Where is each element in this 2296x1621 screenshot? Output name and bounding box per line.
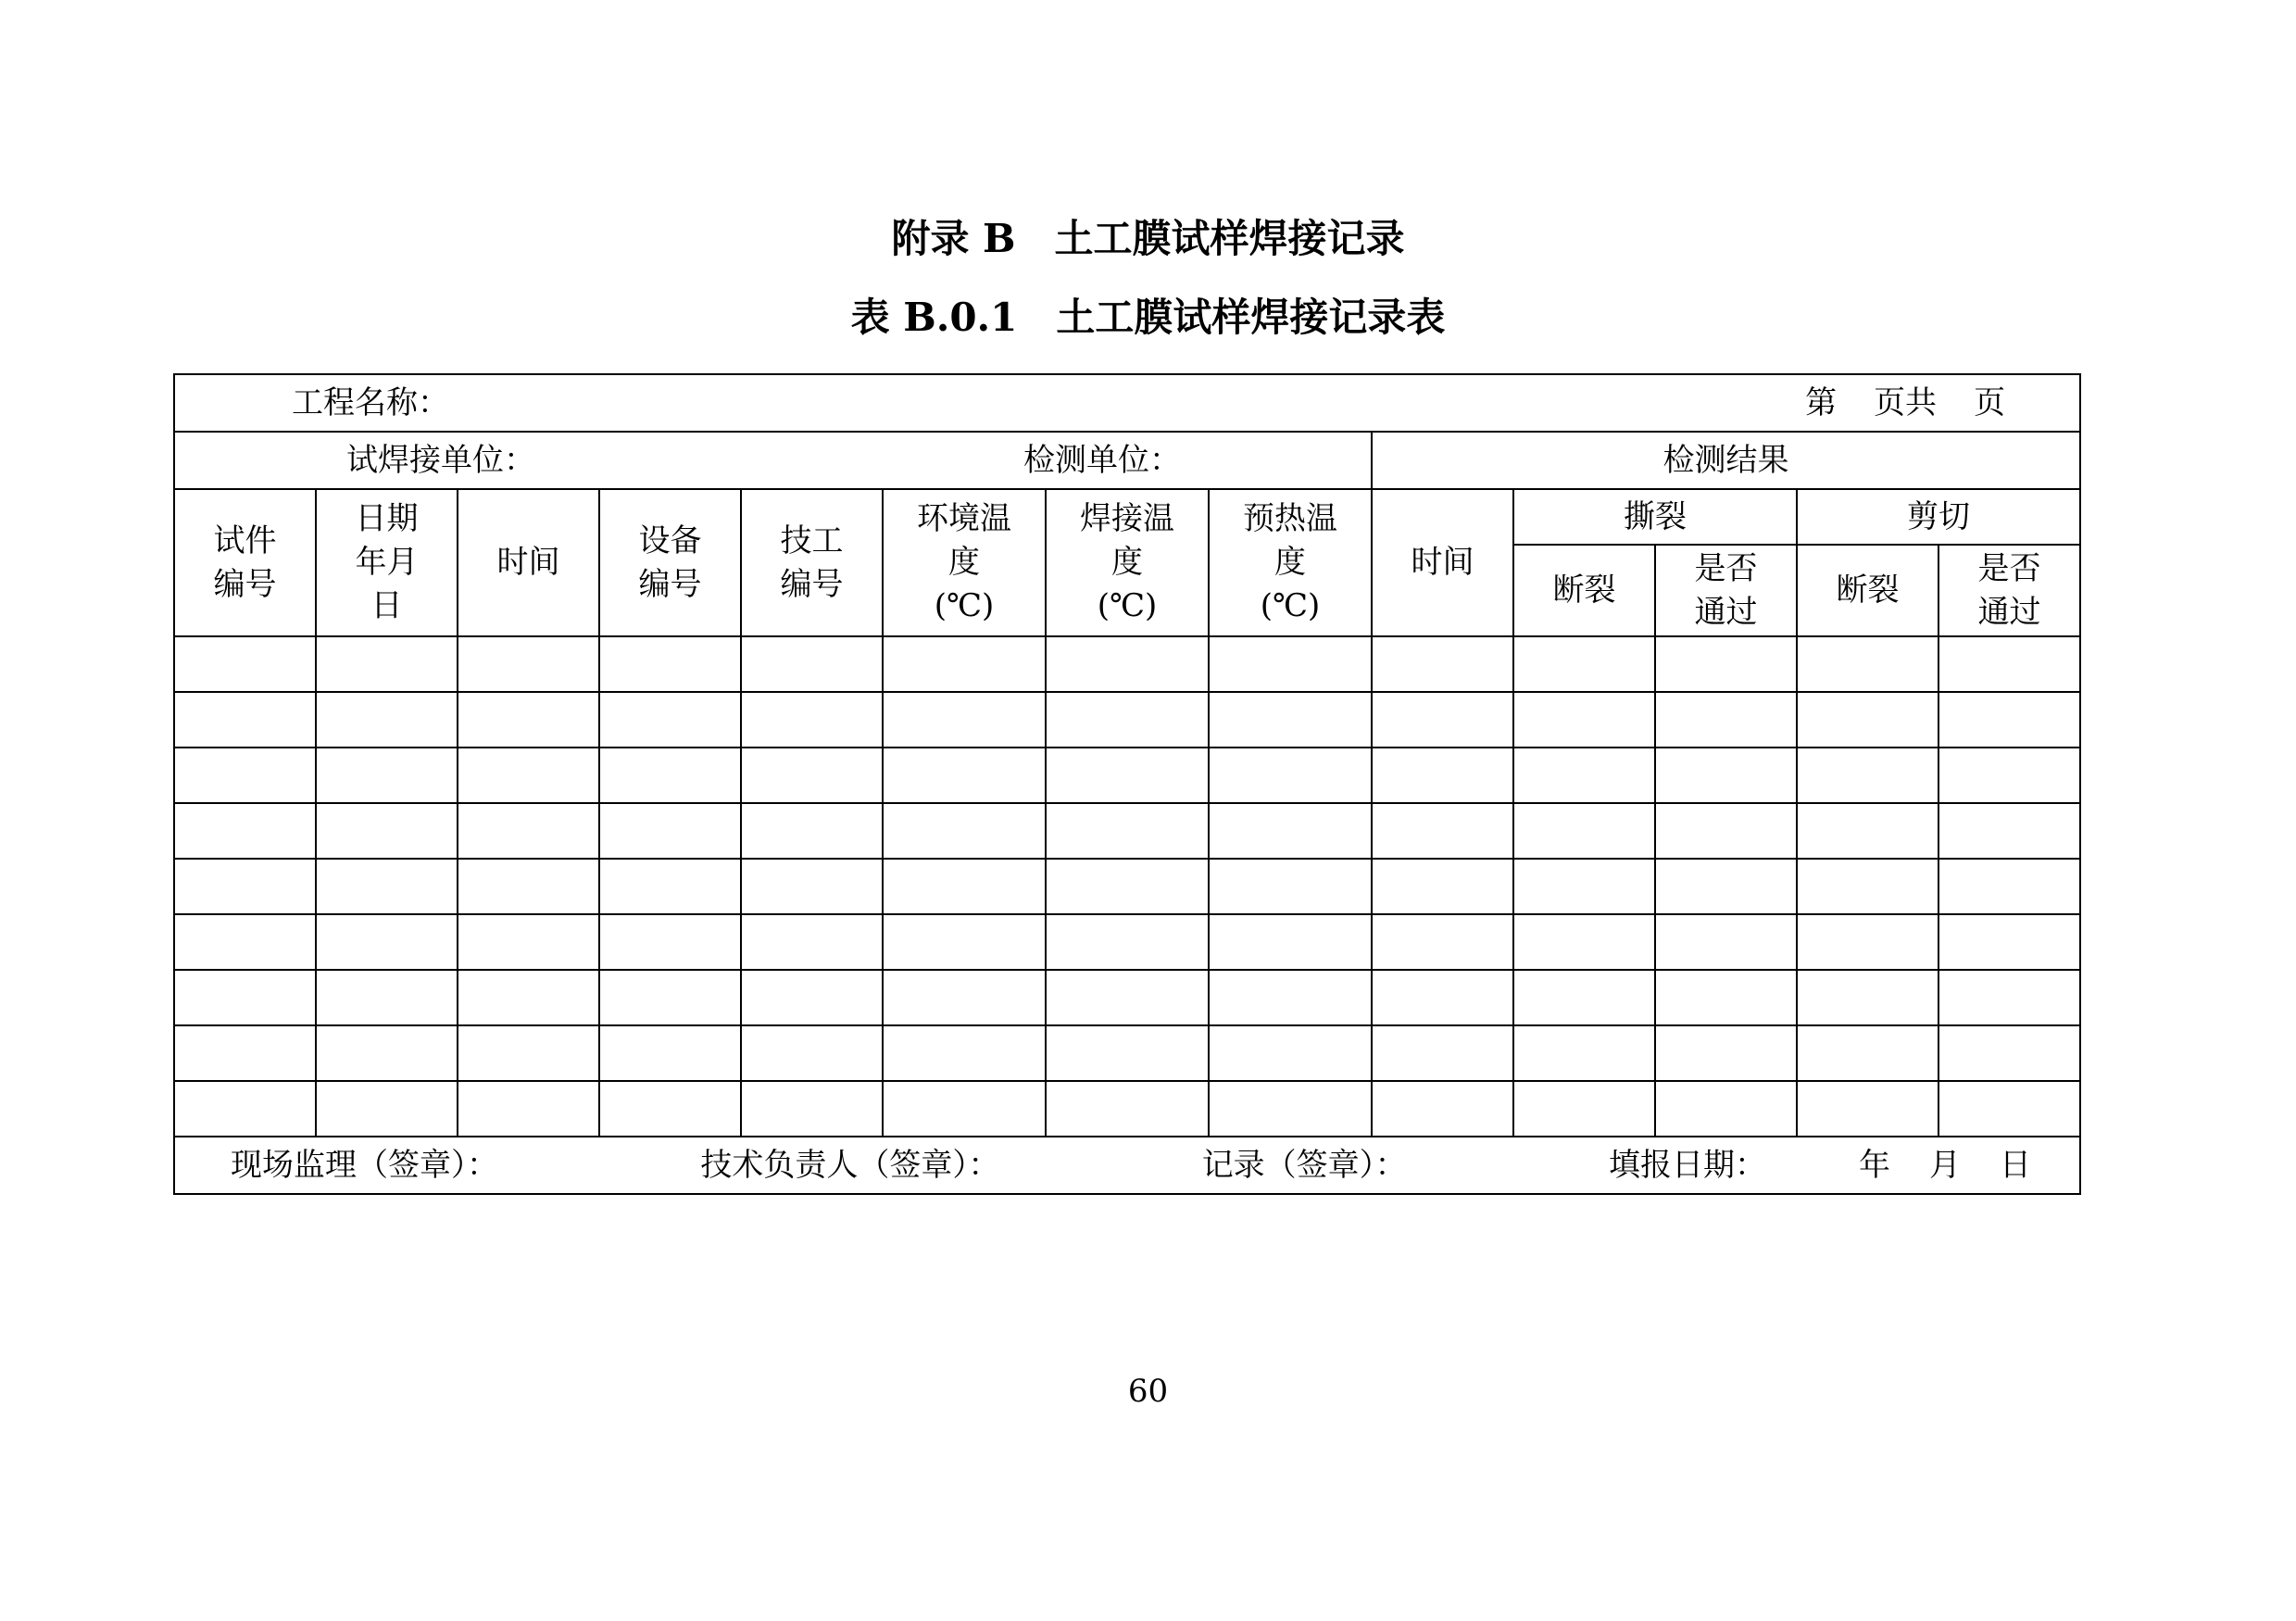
col-test-time: 时间: [1372, 489, 1513, 636]
project-cell[interactable]: [174, 374, 2080, 432]
data-cell[interactable]: [174, 1081, 316, 1137]
data-cell[interactable]: [174, 1025, 316, 1081]
data-cell[interactable]: [1209, 636, 1372, 692]
data-cell[interactable]: [1938, 636, 2080, 692]
data-cell[interactable]: [316, 636, 458, 692]
data-cell[interactable]: [1655, 914, 1797, 970]
data-cell[interactable]: [741, 636, 883, 692]
col-tear-pass: 是否 通过: [1655, 545, 1797, 636]
data-cell[interactable]: [1046, 859, 1209, 914]
data-cell[interactable]: [741, 914, 883, 970]
data-cell[interactable]: [1372, 1081, 1513, 1137]
data-cell[interactable]: [1513, 1025, 1655, 1081]
data-cell[interactable]: [174, 636, 316, 692]
data-cell[interactable]: [741, 748, 883, 803]
fill-date-label: 填报日期：: [1609, 1146, 1767, 1184]
col-technician-no: 技工 编号: [741, 489, 883, 636]
data-cell[interactable]: [1655, 859, 1797, 914]
data-cell[interactable]: [741, 1081, 883, 1137]
data-cell[interactable]: [1372, 914, 1513, 970]
col-preheat-temp: 预热温 度 (℃): [1209, 489, 1372, 636]
data-cell[interactable]: [458, 859, 599, 914]
data-cell[interactable]: [316, 1025, 458, 1081]
data-cell[interactable]: [1655, 1081, 1797, 1137]
data-cell[interactable]: [1046, 970, 1209, 1025]
data-cell[interactable]: [1046, 692, 1209, 748]
page-middle: 页共: [1874, 383, 1938, 421]
col-shear-break: 断裂: [1797, 545, 1938, 636]
data-cell[interactable]: [1797, 859, 1938, 914]
col-tear: 撕裂: [1513, 489, 1797, 545]
data-cell[interactable]: [883, 1081, 1046, 1137]
table-row: [174, 914, 2080, 970]
recorder-signature-label: 记录（签章）：: [1201, 1146, 1407, 1184]
data-cell[interactable]: [1938, 859, 2080, 914]
data-cell[interactable]: [741, 692, 883, 748]
data-cell[interactable]: [1209, 1025, 1372, 1081]
data-cell[interactable]: [1209, 692, 1372, 748]
table-row: [174, 1081, 2080, 1137]
data-cell[interactable]: [1513, 859, 1655, 914]
data-cell[interactable]: [1046, 636, 1209, 692]
data-cell[interactable]: [1209, 803, 1372, 859]
data-cell[interactable]: [1797, 692, 1938, 748]
data-cell[interactable]: [1655, 748, 1797, 803]
data-cell[interactable]: [316, 859, 458, 914]
page-number: 60: [1127, 1373, 1169, 1410]
footer-cell[interactable]: [174, 1137, 2080, 1194]
welding-unit-label: 试焊接单位：: [346, 441, 535, 479]
data-cell[interactable]: [458, 914, 599, 970]
data-cell[interactable]: [1046, 748, 1209, 803]
data-cell[interactable]: [1797, 1025, 1938, 1081]
month-label: 月: [1929, 1146, 1962, 1184]
data-cell[interactable]: [883, 1025, 1046, 1081]
data-cell[interactable]: [1372, 859, 1513, 914]
year-label: 年: [1859, 1146, 1891, 1184]
data-cell[interactable]: [1209, 970, 1372, 1025]
table-row: [174, 1025, 2080, 1081]
data-cell[interactable]: [741, 859, 883, 914]
data-cell[interactable]: [1513, 803, 1655, 859]
welding-record-table: [173, 373, 2081, 1195]
data-cell[interactable]: [599, 914, 741, 970]
project-name-label: 工程名称：: [292, 383, 449, 421]
page-count: [1805, 382, 2005, 425]
data-cell[interactable]: [1372, 803, 1513, 859]
data-cell[interactable]: [1372, 1025, 1513, 1081]
data-cell[interactable]: [1797, 748, 1938, 803]
data-cell[interactable]: [1209, 748, 1372, 803]
data-cell[interactable]: [1372, 748, 1513, 803]
data-cell[interactable]: [1655, 636, 1797, 692]
data-cell[interactable]: [316, 1081, 458, 1137]
data-cell[interactable]: [599, 1081, 741, 1137]
project-row: [174, 374, 2080, 432]
data-cell[interactable]: [174, 914, 316, 970]
data-cell[interactable]: [1209, 914, 1372, 970]
data-cell[interactable]: [458, 636, 599, 692]
data-cell[interactable]: [883, 970, 1046, 1025]
data-cell[interactable]: [1797, 1081, 1938, 1137]
data-cell[interactable]: [1046, 1025, 1209, 1081]
data-rows: [174, 636, 2080, 1137]
col-shear: 剪切: [1797, 489, 2080, 545]
data-cell[interactable]: [316, 914, 458, 970]
data-cell[interactable]: [599, 1025, 741, 1081]
data-cell[interactable]: [1655, 1025, 1797, 1081]
col-welding-temp: 焊接温 度 (℃): [1046, 489, 1209, 636]
data-cell[interactable]: [1938, 803, 2080, 859]
data-cell[interactable]: [883, 914, 1046, 970]
data-cell[interactable]: [458, 692, 599, 748]
data-cell[interactable]: [1046, 803, 1209, 859]
data-cell[interactable]: [458, 970, 599, 1025]
data-cell[interactable]: [458, 748, 599, 803]
data-cell[interactable]: [1938, 692, 2080, 748]
table-row: [174, 970, 2080, 1025]
data-cell[interactable]: [1938, 1081, 2080, 1137]
col-shear-pass: 是否 通过: [1938, 545, 2080, 636]
data-cell[interactable]: [1797, 636, 1938, 692]
table-row: [174, 859, 2080, 914]
data-cell[interactable]: [1797, 914, 1938, 970]
tech-lead-signature-label: 技术负责人（签章）：: [700, 1146, 1000, 1184]
data-cell[interactable]: [174, 803, 316, 859]
detection-unit-label: 检测单位：: [1023, 441, 1181, 479]
data-cell[interactable]: [599, 636, 741, 692]
data-cell[interactable]: [174, 859, 316, 914]
data-cell[interactable]: [174, 970, 316, 1025]
table-row: [174, 636, 2080, 692]
col-specimen-no: 试件 编号: [174, 489, 316, 636]
data-cell[interactable]: [458, 803, 599, 859]
data-cell[interactable]: [1513, 914, 1655, 970]
table-row: [174, 748, 2080, 803]
data-cell[interactable]: [1797, 970, 1938, 1025]
table-row: [174, 692, 2080, 748]
data-cell[interactable]: [174, 692, 316, 748]
data-cell[interactable]: [316, 803, 458, 859]
page-suffix: 页: [1974, 383, 2006, 421]
data-cell[interactable]: [1046, 1081, 1209, 1137]
page-prefix: 第: [1805, 383, 1838, 421]
data-cell[interactable]: [316, 970, 458, 1025]
unit-row: [174, 432, 2080, 489]
data-cell[interactable]: [1046, 914, 1209, 970]
data-cell[interactable]: [1938, 748, 2080, 803]
data-cell[interactable]: [599, 748, 741, 803]
col-tear-break: 断裂: [1513, 545, 1655, 636]
unit-cell[interactable]: [174, 432, 1372, 489]
data-cell[interactable]: [599, 970, 741, 1025]
col-ambient-temp: 环境温 度 (℃): [883, 489, 1046, 636]
data-cell[interactable]: [1513, 636, 1655, 692]
data-cell[interactable]: [1513, 692, 1655, 748]
data-cell[interactable]: [741, 1025, 883, 1081]
table-title: 表 B.0.1 土工膜试样焊接记录表: [850, 295, 1446, 340]
data-cell[interactable]: [458, 1081, 599, 1137]
data-cell[interactable]: [1513, 970, 1655, 1025]
data-cell[interactable]: [883, 803, 1046, 859]
data-cell[interactable]: [1372, 692, 1513, 748]
data-cell[interactable]: [1372, 970, 1513, 1025]
data-cell[interactable]: [1938, 1025, 2080, 1081]
col-date: 日期 年月 日: [316, 489, 458, 636]
data-cell[interactable]: [883, 859, 1046, 914]
col-equipment-no: 设备 编号: [599, 489, 741, 636]
data-cell[interactable]: [599, 803, 741, 859]
data-cell[interactable]: [599, 859, 741, 914]
data-cell[interactable]: [599, 692, 741, 748]
data-cell[interactable]: [1938, 970, 2080, 1025]
data-cell[interactable]: [1797, 803, 1938, 859]
data-cell[interactable]: [1513, 748, 1655, 803]
data-cell[interactable]: [316, 692, 458, 748]
supervisor-signature-label: 现场监理（签章）：: [231, 1146, 498, 1184]
footer-row: [174, 1137, 2080, 1194]
data-cell[interactable]: [174, 748, 316, 803]
fill-date: [1609, 1144, 2031, 1187]
data-cell[interactable]: [1655, 803, 1797, 859]
day-label: 日: [2000, 1146, 2032, 1184]
data-cell[interactable]: [883, 692, 1046, 748]
column-header-row-1: [174, 489, 2080, 545]
data-cell[interactable]: [1938, 914, 2080, 970]
data-cell[interactable]: [1209, 1081, 1372, 1137]
data-cell[interactable]: [1372, 636, 1513, 692]
data-cell[interactable]: [458, 1025, 599, 1081]
data-cell[interactable]: [1209, 859, 1372, 914]
data-cell[interactable]: [741, 970, 883, 1025]
appendix-title: 附录 B 土工膜试样焊接记录: [891, 216, 1405, 261]
col-time: 时间: [458, 489, 599, 636]
table-row: [174, 803, 2080, 859]
data-cell[interactable]: [1513, 1081, 1655, 1137]
data-cell[interactable]: [316, 748, 458, 803]
data-cell[interactable]: [883, 636, 1046, 692]
detection-result-header: 检测结果: [1372, 432, 2080, 489]
data-cell[interactable]: [1655, 692, 1797, 748]
data-cell[interactable]: [1655, 970, 1797, 1025]
data-cell[interactable]: [883, 748, 1046, 803]
data-cell[interactable]: [741, 803, 883, 859]
